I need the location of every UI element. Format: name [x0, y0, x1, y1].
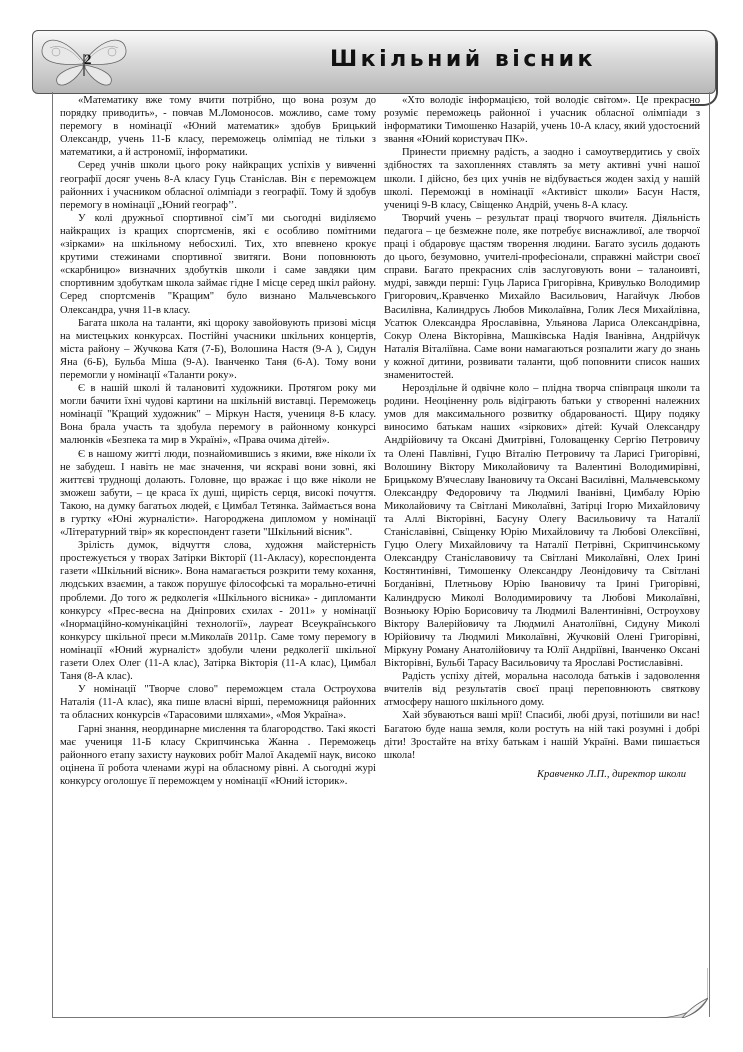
paragraph: У номінації "Творче слово" переможцем стала Остроухова Наталія (11-А клас), яка пише власні вірші, переможниця районних та обласних конкурсів «Тарасовими шляхами», «Моя Україна». — [60, 684, 376, 722]
article-columns — [60, 94, 700, 1012]
paragraph: Хай збуваються ваші мрії! Спасибі, любі друзі, потішили ви нас! Багатою буде наша земля, коли ростуть на ній такі розумні і добрі діти! Зростайте на втіху батькам і нашій Україні. Вами пишається школа! — [384, 710, 700, 761]
left-column — [60, 94, 376, 1012]
right-column — [384, 94, 700, 1012]
frame-bottom-rule — [52, 1017, 682, 1018]
signature: Кравченко Л.П., директор школи — [536, 768, 686, 780]
paragraph: Нероздільне й одвічне коло – плідна творча співпраця школи та родини. Неоціненну роль відіграють батьки у створенні належних умов для максимального розвитку обдарованості. Щиру подяку виносимо батькам наших «зіркових» дітей: Кучай Олександру Андрійовичу та Оксані Дмитрівні, Головащенку Сергію Петровичу та Олені Павлівні, Гуцю Віталію Петровичу та Ларисі Григорівні, Волошину Віктору Миколайовичу та Валентині Володимирівні, Брицькому В'ячеславу Івановичу та Оксані Василівні, Мальчевському Олександру Федоровичу та Людмилі Іванівні, Цимбалу Юрію Миколайовичу та Світлані Миколаївні, Затірці Ігорю Михайловичу та Аллі Вікторівні, Басуну Олегу Васильовичу та Наталії Станіславівні, Свіщенку Юрію Михайловичу та Любові Олексіївні, Гуцю Олегу Михайловичу та Наталії Петрівні, Скрипчинському Олександру Станіславовичу та Світлані Миколаївні, Олех Ірині Костянтинівні, Тимошенку Олександру Леонідовичу та Світлані Богданівні, Плетньову Юрію Івановичу та Ірині Григорівні, Калиндрусю Миколі Володимировичу та Любові Миколаївні, Возньюку Юрію Борисовичу та Людмилі Валентинівні, Остроуховy Віктору Валерійовичу та Людмилі Анатоліївні, Сидуну Миколі Юрійовичу та Людмилі Миколаївні, Жучковій Олені Григорівні, Міркуну Роману Анатолійовичу та Юлії Андріївні, Іванченко Оксані Вікторівні, Бульбі Тарасу Васильовичу та Ярославі Ростиславівні. — [384, 383, 700, 670]
paragraph: Гарні знання, неординарне мислення та благородство. Такі якості має учениця 11-Б класу Скрипчинська Жанна . Переможець районного етапу захисту наукових робіт Малої Академії наук, високо оцінена її робота членами журі на обласному рівні. А сьогодні журі конкурсу оголошує її переможцем у номінації «Юний історик». — [60, 723, 376, 787]
paragraph: У колі дружньої спортивної сім’ї ми сьогодні виділяємо найкращих із кращих спортсменів, які є особливо помітними «зірками» на шкільному небосхилі. Тих, хто впевнено крокує крутими стежинами спортивної звитяги. Вони поповнюють «скарбницю» визначних здобутків школи і саме завдяки цим спортивним здобуткам школа займає гідне І місце серед шкіл району. Серед спортсменів "Кращим" було визнано Мальчевського Олександра, учня 11-в класу. — [60, 212, 376, 316]
paragraph: Є в нашому житті люди, познайомившись з якими, вже ніколи їх не забудеш. І навіть не має значення, чи яскраві вони зовні, які життєві труднощі долають. Головне, що вражає і що вже ніколи не зможеш забути, – це краса їх душі, щирість серця, високі почуття. Такою, на думку багатьох людей, є Цимбал Тетянка. Займається вона в гуртку «Юні журналісти». Нагороджена дипломом у номінації «Літературний твір» як кореспондент газети "Шкільний вісник". — [60, 448, 376, 539]
paragraph: Радість успіху дітей, моральна насолода батьків і задоволення вчителів від результатів своєї праці переповнюють святкову атмосферу нашого шкільного дому. — [384, 671, 700, 709]
page-curl-icon — [660, 968, 708, 1018]
paragraph: «Хто володіє інформацією, той володіє світом». Це прекрасно розуміє переможець районної і учасник обласної олімпіади з інформатики Тимошенко Назарій, учень 10-А класу, який удостоєний звання «Юний користувач ПК». — [384, 95, 700, 146]
paragraph: Принести приємну радість, а заодно і самоутвердитись у своїх здібностях та захопленнях ставлять за мету активні учні нашої школи. І дійсно, без цих учнів не відбувається жоден захід у нашій школі. Переможці в номінації «Активіст школи» Басун Настя, учениці 9-В класу, Свіщенко Андрій, учень 8-А класу. — [384, 147, 700, 211]
paragraph: «Математику вже тому вчити потрібно, що вона розум до порядку приводить», - повчав М.Ломоносов. можливо, саме тому перемогу в номінації «Юний математик» здобув Брицький Олександр, учень 11-Б класу, переможець олімпіад не тільки з математики, а й астрономії, інформатики. — [60, 95, 376, 159]
paragraph: Творчий учень – результат праці творчого вчителя. Діяльність педагога – це безмежне поле, яке потребує виснажливої, але творчої праці і обдаровує щастям творення людини. Багато зусиль додають до цього, безумовно, учителі-професіонали, справжні майстри своєї справи. Багато прекрасних слів заслуговують вони – таланоивті, мудрі, завжди перші: Гуць Лариса Григорівна, Кривулько Володимир Григорович,.Кравченко Михайло Васильович, Нагайчук Любов Василівна, Калиндрусь Любов Миколаївна, Голик Леся Михайлівна, Усатюк Олександра Ярославівна, Ульянова Лариса Олександрівна, Сокур Олена Вікторівна, Машківська Надія Іванівна, Андрійчук Наталія Віталіївна. Саме вони намагаються розпалити жагу до знань у кожної дитини, розвивати таланти, щоб поповнити список наших знаменитостей. — [384, 212, 700, 381]
paragraph: Багата школа на таланти, які щороку завойовують призові місця на мистецьких конкурсах. Постійні учасники шкільних концертів, міста району – Жучкова Катя (7-Б), Волошина Настя (9-А ), Сидун Яна (6-Б), Бульба Міша (9-А). Іванченко Таня (6-А). Тому вони перемогли у номінації «Таланти року». — [60, 317, 376, 381]
page-number: 2 — [84, 52, 92, 68]
paragraph: Є в нашій школі й талановиті художники. Протягом року ми могли бачити їхні чудові картини на шкільній виставці. Переможець номінації "Кращий художник" – Міркун Настя, учениця 8-Б класу. Вона брала участь та здобула перемогу в районному конкурсі малюнків «Безпека та мир в Україні», «Права очима дітей». — [60, 383, 376, 447]
paragraph: Зрілість думок, відчуття слова, художня майстерність простежується у творах Затірки Вікторії (11-Акласу), кореспондента газети «Шкільний вісник». Вона намагається розкрити тему кохання, людських взаємин, а також порушує філософські та морально-етичні проблеми. До того ж редколегія «Шкільного вісника» - дипломанти конкурсу «Прес-весна на Дніпрових схилах - 2011» у номінації «Інормаційно-комунікаційні технології», лауреат Всеукраїнського конкурсу шкільної преси м.Миколаїв 2011р. Саме тому перемогу в номінації «Юний журналіст» здобули члени редколегії шкільної газети Олех Олег (11-А клас), Затірка Вікторія (11-А клас), Цимбал Таня (8-А клас). — [60, 540, 376, 683]
newspaper-title: Шкільний вісник — [330, 47, 596, 72]
paragraph: Серед учнів школи цього року найкращих успіхів у вивченні географії досяг учень 8-А класу Гуць Станіслав. Він є переможцем районних і учасником обласної олімпіади з географії. Тому й здобув перемогу в номінації „Юний географ’’. — [60, 160, 376, 211]
